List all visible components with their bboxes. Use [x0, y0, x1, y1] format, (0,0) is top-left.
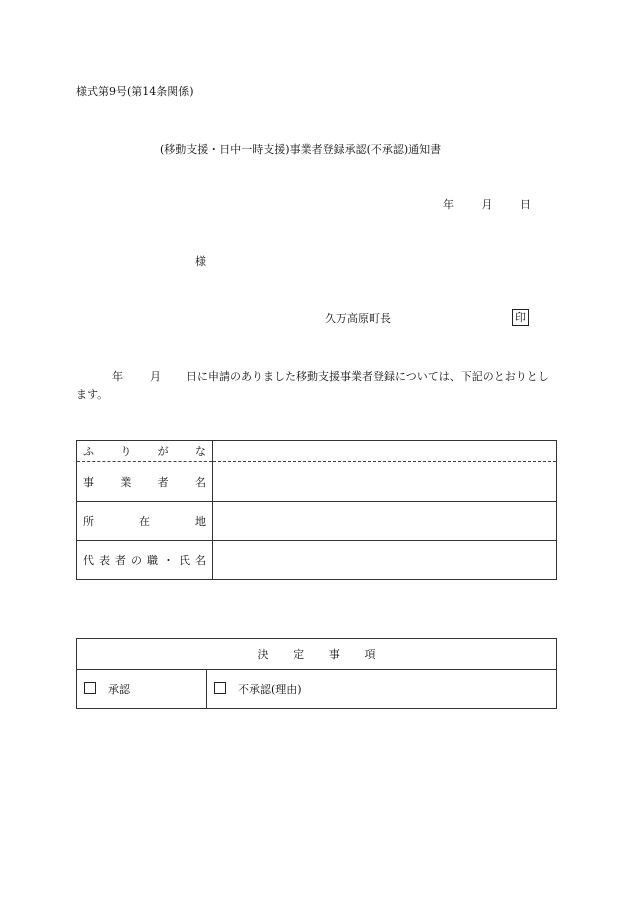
label-char: な [194, 445, 206, 458]
form-number: 様式第9号(第14条関係) [76, 85, 194, 98]
label-char: 地 [195, 515, 206, 528]
header-char: 決 [257, 648, 269, 661]
reject-checkbox[interactable] [214, 682, 226, 694]
sender-name: 久万高原町長 [325, 312, 391, 325]
decision-table [76, 638, 557, 709]
label-char: ふ [83, 445, 94, 458]
table-row [77, 541, 557, 580]
header-char: 項 [364, 648, 376, 661]
body-text: 日に申請のありました移動支援事業者登録については、下記のとおりとします。 [76, 370, 549, 401]
label-char: 代 [83, 554, 94, 567]
decision-options-row [77, 670, 557, 709]
label-char: 氏 [179, 554, 190, 567]
representative-label [77, 541, 213, 580]
decision-header-row [77, 639, 557, 670]
table-row [77, 462, 557, 502]
address-label [77, 502, 213, 541]
approve-checkbox[interactable] [84, 682, 96, 694]
table-row [77, 441, 557, 462]
seal-mark: 印 [512, 309, 529, 326]
header-char: 定 [293, 648, 305, 661]
representative-field[interactable] [213, 541, 557, 580]
business-name-field[interactable] [213, 462, 557, 502]
label-char: 者 [115, 554, 126, 567]
reject-option[interactable] [207, 670, 557, 709]
document-title: (移動支援・日中一時支援)事業者登録承認(不承認)通知書 [160, 143, 442, 156]
date-month-label: 月 [481, 198, 493, 211]
label-char: 表 [99, 554, 110, 567]
body-paragraph [76, 368, 556, 404]
applicant-info-table [76, 440, 557, 580]
label-char: 所 [83, 515, 94, 528]
date-year-label: 年 [443, 198, 454, 211]
reject-label: 不承認(理由) [238, 683, 302, 696]
label-char: 名 [194, 475, 206, 489]
business-name-label [77, 462, 213, 502]
approve-label: 承認 [108, 683, 130, 696]
address-field[interactable] [213, 502, 557, 541]
label-char: 在 [139, 515, 150, 528]
date-line [443, 199, 531, 210]
label-char: 名 [195, 554, 206, 567]
furigana-label [77, 441, 213, 462]
label-char: 業 [120, 475, 132, 489]
approve-option[interactable] [77, 670, 207, 709]
label-char: 職 [147, 554, 158, 567]
table-row [77, 502, 557, 541]
label-char: ・ [163, 554, 174, 567]
header-char: 事 [328, 648, 340, 661]
label-char: の [131, 554, 142, 567]
body-year: 年 [112, 370, 123, 383]
body-month: 月 [150, 370, 161, 383]
label-char: 者 [157, 475, 169, 489]
decision-header [77, 639, 557, 670]
label-char: が [157, 445, 169, 458]
addressee-honorific: 様 [195, 255, 206, 268]
label-char: り [120, 445, 132, 458]
label-char: 事 [83, 475, 94, 489]
furigana-field[interactable] [213, 441, 557, 462]
date-day-label: 日 [520, 198, 531, 211]
